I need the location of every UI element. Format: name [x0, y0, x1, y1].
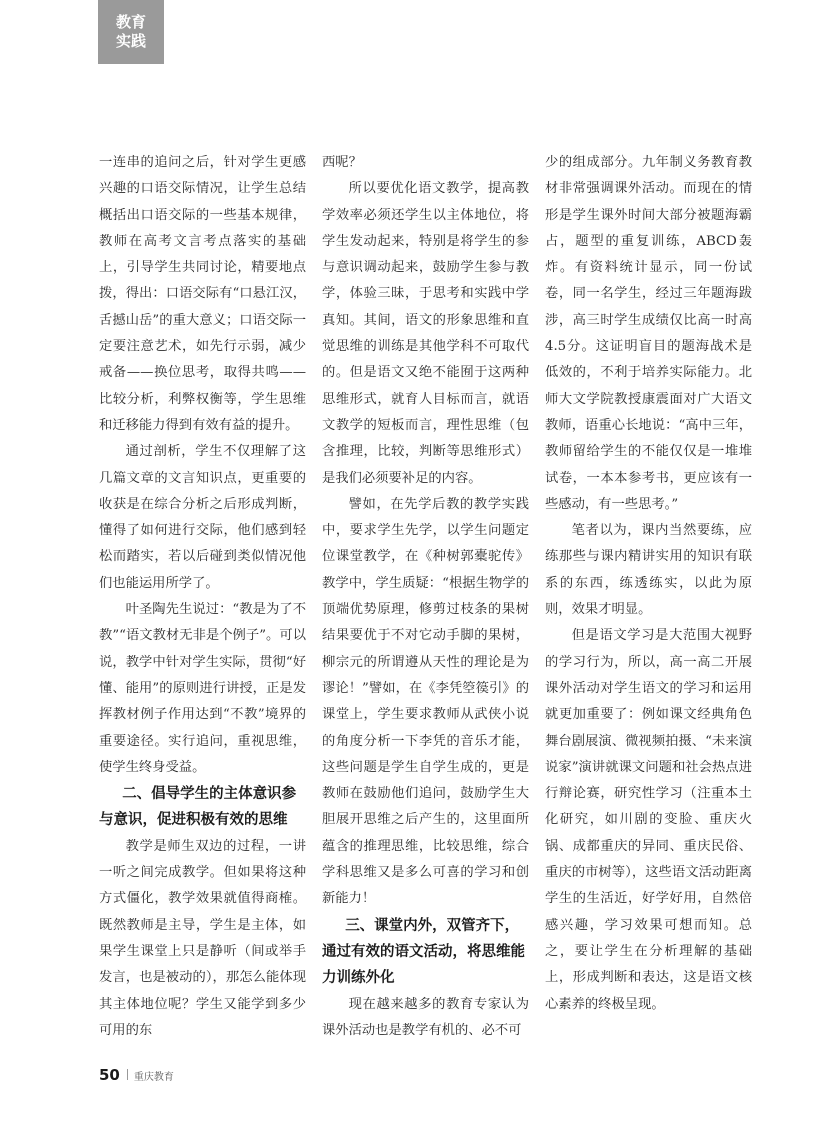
section-heading: 二、倡导学生的主体意识参与意识，促进积极有效的思维 [99, 786, 297, 829]
page-number: 50 [99, 1066, 120, 1084]
paragraph: 现在越来越多的教育专家认为课外活动也是教学有机的、必不可 [322, 996, 529, 1038]
paragraph: 通过剖析，学生不仅理解了这几篇文章的文言知识点，更重要的收获是在综合分析之后形成判断，懂得了如何进行交际，他们感到轻松而踏实，若以后碰到类似情况他们也能运用所学了。 [99, 444, 306, 591]
footer-divider [127, 1069, 128, 1080]
section-tab-line-2: 实践 [115, 32, 146, 50]
column-1 [99, 150, 306, 1044]
paragraph: 所以要优化语文教学，提高教学效率必须还学生以主体地位，将学生发动起来，特别是将学生的参与意识调动起来，鼓励学生参与教学，体验三昧，于思考和实践中学真知。其间，语文的形象思维和直觉思维的训练是其他学科不可取代的。但是语文又绝不能囿于这两种思维形式，就育人目标而言，就语文教学的短板而言，理性思维（包含推理，比较，判断等思维形式）是我们必须要补足的内容。 [322, 181, 529, 486]
section-tab [98, 0, 164, 64]
paragraph: 教学是师生双边的过程，一讲一听之间完成教学。但如果将这种方式僵化，教学效果就值得商榷。既然教师是主导，学生是主体，如果学生课堂上只是静听（间或举手发言，也是被动的），那怎么能体现其主体地位呢？学生又能学到多少可用的东 [99, 838, 306, 1038]
paragraph: 西呢？ [322, 155, 362, 170]
paragraph: 笔者以为，课内当然要练，应练那些与课内精讲实用的知识有联系的东西，练透练实，以此为原则，效果才明显。 [545, 523, 752, 618]
page-footer [99, 1066, 174, 1084]
journal-name: 重庆教育 [133, 1072, 174, 1083]
paragraph: 叶圣陶先生说过：“教是为了不教”“语文教材无非是个例子”。可以说，教学中针对学生实际，贯彻“好懂、能用”的原则进行讲授，正是发挥教材例子作用达到“不教”境界的重要途径。实行追问，重视思维，使学生终身受益。 [99, 602, 306, 775]
paragraph: 一连串的追问之后，针对学生更感兴趣的口语交际情况，让学生总结概括出口语交际的一些基本规律，教师在高考文言考点落实的基础上，引导学生共同讨论，精要地点拨，得出：口语交际有“口悬江汉，舌撼山岳”的重大意义；口语交际一定要注意艺术，如先行示弱，减少戒备——换位思考，取得共鸣——比较分析，利弊权衡等，学生思维和迁移能力得到有效有益的提升。 [99, 155, 306, 433]
column-2 [322, 150, 529, 1044]
section-tab-line-1: 教育 [115, 13, 146, 31]
paragraph: 譬如，在先学后教的教学实践中，要求学生先学，以学生问题定位课堂教学，在《种树郭橐驼传》教学中，学生质疑：“根据生物学的顶端优势原理，修剪过枝条的果树结果要优于不对它动手脚的果树，柳宗元的所谓遵从天性的理论是为谬论！”譬如，在《李凭箜篌引》的课堂上，学生要求教师从武侠小说的角度分析一下李凭的音乐才能，这些问题是学生自学生成的，更是教师在鼓励他们追问，鼓励学生大胆展开思维之后产生的，这里面所蕴含的推理思维，比较思维，综合学科思维又是多么可喜的学习和创新能力！ [322, 496, 529, 907]
section-heading: 三、课堂内外，双管齐下，通过有效的语文活动，将思维能力训练外化 [322, 917, 525, 987]
column-3 [545, 150, 752, 1018]
paragraph: 少的组成部分。九年制义务教育教材非常强调课外活动。而现在的情形是学生课外时间大部分被题海霸占，题型的重复训练，ABCD轰炸。有资料统计显示，同一份试卷，同一名学生，经过三年题海跋涉，高三时学生成绩仅比高一时高4.5分。这证明盲目的题海战术是低效的，不利于培养实际能力。北师大文学院教授康震面对广大语文教师，语重心长地说：“高中三年，教师留给学生的不能仅仅是一堆堆试卷，一本本参考书，更应该有一些感动，有一些思考。” [545, 155, 752, 512]
paragraph: 但是语文学习是大范围大视野的学习行为，所以，高一高二开展课外活动对学生语文的学习和运用就更加重要了：例如课文经典角色舞台剧展演、微视频拍摄、“未来演说家”演讲就课文问题和社会热点进行辩论赛，研究性学习（注重本土化研究，如川剧的变脸、重庆火锅、成都重庆的异同、重庆民俗、重庆的市树等），这些语文活动距离学生的生活近，好学好用，自然倍感兴趣，学习效果可想而知。总之，要让学生在分析理解的基础上，形成判断和表达，这是语文核心素养的终极呈现。 [545, 628, 752, 1012]
